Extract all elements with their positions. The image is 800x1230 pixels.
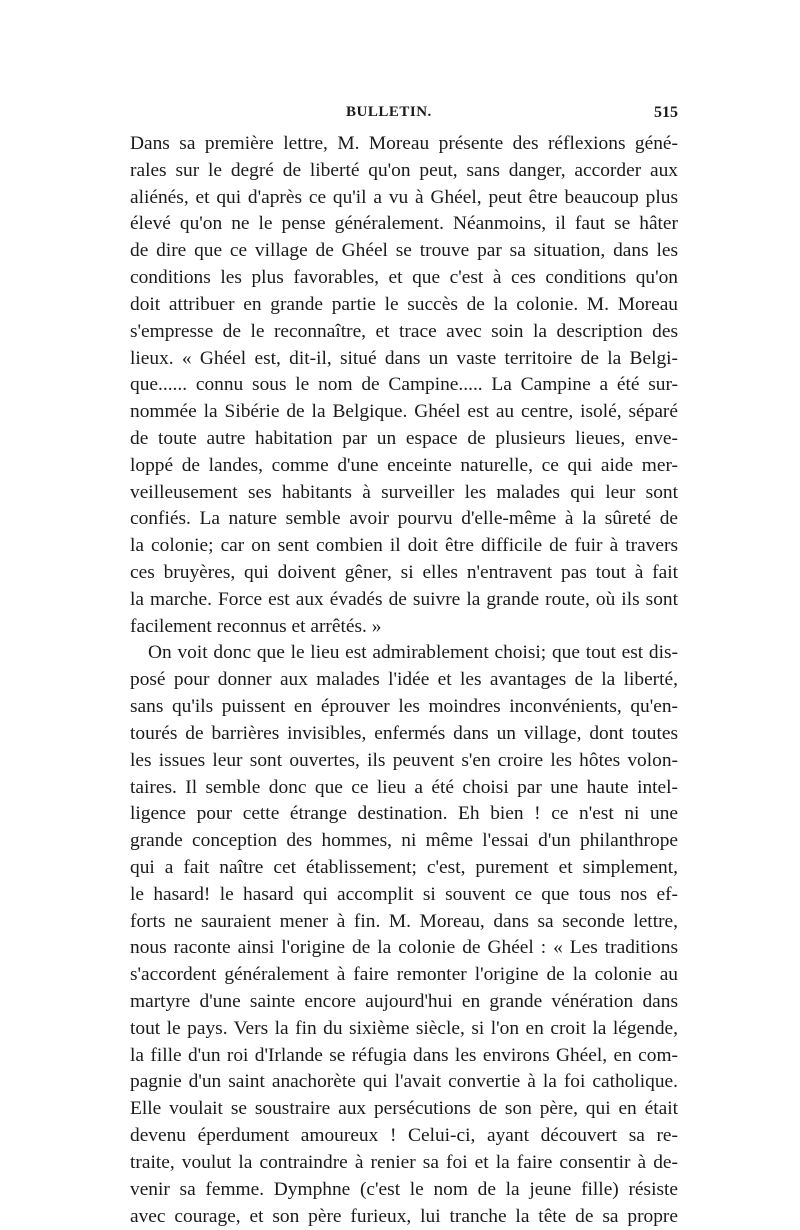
text-line: Elle voulait se soustraire aux persécutions de son père, qui en était [130,1096,678,1123]
text-line: qui a fait naître cet établissement; c'est, purement et simplement, [130,855,678,882]
page-header [130,104,678,126]
text-line: nommée la Sibérie de la Belgique. Ghéel est au centre, isolé, séparé [130,399,678,426]
text-line: le hasard! le hasard qui accomplit si souvent ce que tous nos ef- [130,882,678,909]
text-line: forts ne sauraient mener à fin. M. Moreau, dans sa seconde lettre, [130,909,678,936]
text-line: sans qu'ils puissent en éprouver les moindres inconvénients, qu'en- [130,694,678,721]
text-line: s'empresse de le reconnaître, et trace avec soin la description des [130,319,678,346]
text-line: les issues leur sont ouvertes, ils peuvent s'en croire les hôtes volon- [130,748,678,775]
text-line: la colonie; car on sent combien il doit être difficile de fuir à travers [130,533,678,560]
text-line: traite, voulut la contraindre à renier sa foi et la faire consentir à de- [130,1150,678,1177]
text-line: pagnie d'un saint anachorète qui l'avait convertie à la foi catholique. [130,1069,678,1096]
text-line: nous raconte ainsi l'origine de la colonie de Ghéel : « Les traditions [130,935,678,962]
text-line: conditions les plus favorables, et que c'est à ces conditions qu'on [130,265,678,292]
text-line: martyre d'une sainte encore aujourd'hui en grande vénération dans [130,989,678,1016]
page-number: 515 [654,104,678,122]
text-line: posé pour donner aux malades l'idée et les avantages de la liberté, [130,667,678,694]
text-line: loppé de landes, comme d'une enceinte naturelle, ce qui aide mer- [130,453,678,480]
text-line: veilleusement ses habitants à surveiller les malades qui leur sont [130,480,678,507]
text-line: de dire que ce village de Ghéel se trouve par sa situation, dans les [130,238,678,265]
text-line: tourés de barrières invisibles, enfermés dans un village, dont toutes [130,721,678,748]
text-line: On voit donc que le lieu est admirablement choisi; que tout est dis- [130,640,678,667]
running-head: BULLETIN. [346,104,432,121]
text-line: avec courage, et son père furieux, lui tranche la tête de sa propre [130,1204,678,1230]
text-line: grande conception des hommes, ni même l'essai d'un philanthrope [130,828,678,855]
text-line: doit attribuer en grande partie le succès de la colonie. M. Moreau [130,292,678,319]
text-line: Dans sa première lettre, M. Moreau présente des réflexions géné- [130,131,678,158]
text-line: élevé qu'on ne le pense généralement. Néanmoins, il faut se hâter [130,211,678,238]
text-line: ligence pour cette étrange destination. Eh bien ! ce n'est ni une [130,801,678,828]
text-line: facilement reconnus et arrêtés. » [130,614,678,641]
text-line: rales sur le degré de liberté qu'on peut, sans danger, accorder aux [130,158,678,185]
text-line: la fille d'un roi d'Irlande se réfugia dans les environs Ghéel, en com- [130,1043,678,1070]
body-text [130,131,678,1230]
text-line: devenu éperdument amoureux ! Celui-ci, ayant découvert sa re- [130,1123,678,1150]
text-line: s'accordent généralement à faire remonter l'origine de la colonie au [130,962,678,989]
text-line: ces bruyères, qui doivent gêner, si elles n'entravent pas tout à fait [130,560,678,587]
text-line: venir sa femme. Dymphne (c'est le nom de la jeune fille) résiste [130,1177,678,1204]
text-line: que...... connu sous le nom de Campine..... La Campine a été sur- [130,372,678,399]
text-line: taires. Il semble donc que ce lieu a été choisi par une haute intel- [130,775,678,802]
text-line: lieux. « Ghéel est, dit-il, situé dans un vaste territoire de la Belgi- [130,346,678,373]
text-line: tout le pays. Vers la fin du sixième siècle, si l'on en croit la légende, [130,1016,678,1043]
text-line: confiés. La nature semble avoir pourvu d'elle-même à la sûreté de [130,506,678,533]
text-line: la marche. Force est aux évadés de suivre la grande route, où ils sont [130,587,678,614]
text-line: aliénés, et qui d'après ce qu'il a vu à Ghéel, peut être beaucoup plus [130,185,678,212]
text-line: de toute autre habitation par un espace de plusieurs lieues, enve- [130,426,678,453]
